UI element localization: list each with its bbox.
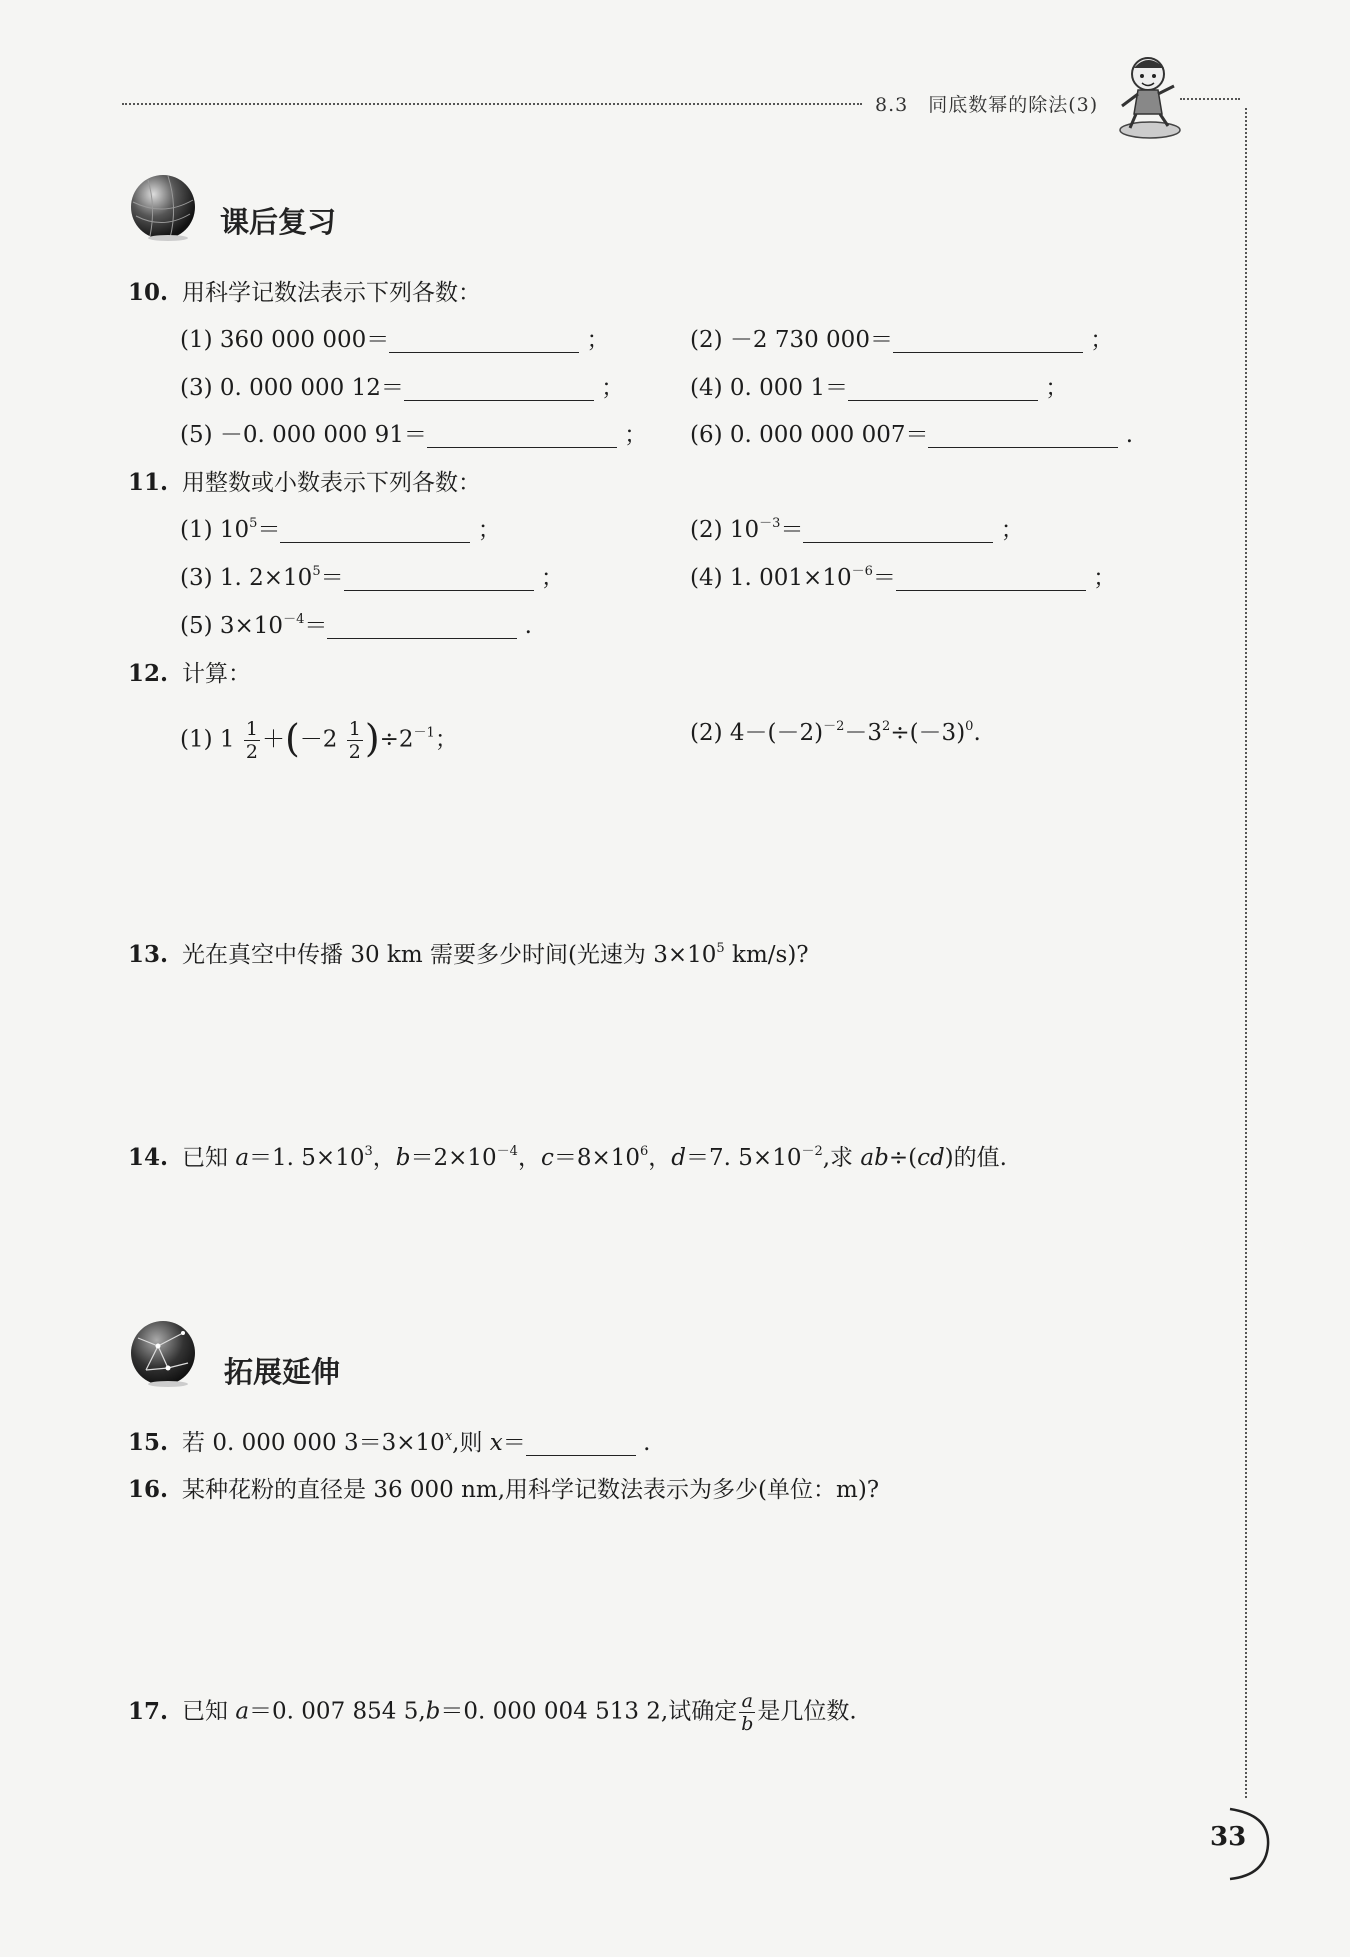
exponent: －2 (801, 1144, 823, 1159)
item-text: (3) 0. 000 000 12＝ (180, 375, 404, 401)
review-globe-icon (128, 172, 198, 242)
exponent: －4 (496, 1144, 518, 1159)
variable: cd (917, 1145, 945, 1171)
item-text: ＋ (261, 726, 285, 753)
question-text: ＝0. 000 004 513 2,试确定 (440, 1698, 738, 1725)
answer-blank[interactable] (896, 568, 1086, 591)
item-text: (2) 4－(－2) (690, 720, 824, 746)
item-text: (1) 10 (180, 517, 250, 543)
q10-item-3: (3) 0. 000 000 12＝ ； (180, 375, 625, 401)
answer-blank[interactable] (526, 1433, 636, 1456)
item-text: . (973, 720, 981, 746)
answer-blank[interactable] (389, 330, 579, 353)
q10-item-1: (1) 360 000 000＝ ； (180, 327, 610, 353)
item-text: －2 (299, 726, 338, 753)
variable: b (425, 1698, 441, 1725)
answer-blank[interactable] (928, 425, 1118, 448)
q11-item-1: (1) $10^5=$ ； (180, 516, 501, 543)
answer-blank[interactable] (280, 520, 470, 543)
question-text: 已知 (182, 1698, 236, 1725)
exponent: 5 (312, 564, 321, 579)
exponent: x (444, 1429, 453, 1444)
item-text: ＝ (780, 517, 804, 543)
item-text: (3) 1. 2×10 (180, 565, 313, 591)
question-number: 13. (128, 941, 169, 968)
question-text: )的值. (944, 1145, 1007, 1171)
variable: c (540, 1145, 554, 1171)
question-stem: 计算： (182, 661, 252, 687)
q10-item-5: (5) －0. 000 000 91＝ ； (180, 422, 648, 448)
exponent: －1 (413, 725, 435, 741)
exponent: －2 (823, 719, 845, 734)
question-text: ,则 (452, 1430, 490, 1456)
question-text: km/s)? (724, 942, 809, 968)
exponent: －6 (851, 564, 873, 579)
right-paren: ) (364, 716, 380, 761)
question-text: ＝2×10 (410, 1145, 497, 1171)
answer-blank[interactable] (404, 378, 594, 401)
variable: ab (860, 1145, 889, 1171)
item-text: ＝ (320, 565, 344, 591)
item-text: (2) －2 730 000＝ (690, 327, 893, 353)
question-stem: 用整数或小数表示下列各数： (182, 470, 482, 496)
item-text: (6) 0. 000 000 007＝ (690, 422, 929, 448)
fraction-one-half (347, 718, 363, 763)
item-text: ； (434, 726, 458, 753)
exponent: －4 (283, 612, 305, 627)
variable: d (671, 1145, 687, 1171)
denominator: 2 (245, 741, 258, 763)
item-text: (1) 1 (180, 726, 235, 753)
mascot-icon (1108, 52, 1192, 142)
exponent: 6 (640, 1144, 649, 1159)
question-number: 11. (128, 469, 169, 496)
variable: b (395, 1145, 411, 1171)
section-title-review: 课后复习 (220, 205, 337, 239)
answer-blank[interactable] (327, 616, 517, 639)
question-text: ÷( (888, 1145, 918, 1171)
question-text: 已知 (182, 1145, 236, 1171)
numerator: 1 (245, 718, 258, 740)
question-text: ＝8×10 (553, 1145, 641, 1171)
question-text: ＝0. 007 854 5, (249, 1698, 426, 1725)
q11-item-3: (3) 1. $2\times 10^5=$ ； (180, 564, 564, 591)
question-text: ＝ (502, 1430, 526, 1456)
variable: a (235, 1698, 250, 1725)
question-12 (128, 659, 251, 689)
exponent: 2 (882, 719, 891, 734)
numerator: a (739, 1690, 755, 1713)
q11-item-4: (4) 1. $001\times 10^{-6}=$ ； (690, 564, 1117, 591)
q12-item-2 (690, 718, 981, 748)
question-number: 14. (128, 1144, 169, 1171)
question-10 (128, 278, 481, 308)
q10-item-4: (4) 0. 000 1＝ ； (690, 375, 1069, 401)
exponent: －3 (759, 516, 781, 531)
q11-item-2: (2) $10^{-3}=$ ； (690, 516, 1024, 543)
q10-item-6: (6) 0. 000 000 007＝ . (690, 422, 1134, 448)
question-13 (128, 940, 809, 970)
question-14: 14. 已知 a＝1. $5\times 10^3$，$b=2\times 10^{-4}$，$c=8\times 10^6$，d＝7. $5\times 10^{-2}$,求 ab÷(cd)的值. (128, 1144, 1007, 1171)
exponent: 5 (716, 941, 725, 956)
right-margin-dotted-rule (1245, 108, 1247, 1798)
question-11 (128, 468, 481, 498)
item-text: (4) 1. 001×10 (690, 565, 852, 591)
question-text: ＝7. 5×10 (686, 1145, 802, 1171)
item-text: ＝ (257, 517, 281, 543)
item-text: (1) 360 000 000＝ (180, 327, 390, 353)
question-text: ＝1. 5×10 (249, 1145, 365, 1171)
item-text: (5) －0. 000 000 91＝ (180, 422, 427, 448)
item-text: ÷2 (379, 726, 414, 753)
chapter-header: 8.3 同底数幂的除法(3) (875, 94, 1099, 116)
question-number: 17. (128, 1697, 169, 1725)
question-number: 15. (128, 1429, 169, 1456)
question-16 (128, 1475, 879, 1505)
variable: x (489, 1430, 503, 1456)
fraction-one-half (244, 718, 260, 763)
variable: a (235, 1145, 250, 1171)
item-text: ＝ (304, 613, 328, 639)
exponent: 5 (249, 516, 258, 531)
question-text: ,求 (822, 1145, 861, 1171)
answer-blank[interactable] (803, 520, 993, 543)
question-text: 光在真空中传播 30 km 需要多少时间(光速为 3×10 (182, 942, 717, 968)
section-title-extension: 拓展延伸 (224, 1355, 341, 1389)
q12-item-1 (180, 718, 458, 763)
denominator: b (741, 1713, 754, 1735)
item-text: ＝ (872, 565, 896, 591)
exponent: 3 (364, 1144, 373, 1159)
extension-globe-icon (128, 1318, 198, 1388)
question-text: 某种花粉的直径是 36 000 nm,用科学记数法表示为多少(单位：m)? (182, 1477, 880, 1503)
answer-blank[interactable] (848, 378, 1038, 401)
left-paren: ( (284, 716, 300, 761)
question-number: 10. (128, 279, 169, 306)
item-text: (4) 0. 000 1＝ (690, 375, 848, 401)
q11-item-5: (5) $3\times 10^{-4}=$ . (180, 612, 532, 639)
question-number: 16. (128, 1476, 169, 1503)
question-number: 12. (128, 660, 169, 687)
question-stem: 用科学记数法表示下列各数： (182, 280, 482, 306)
question-15: 15. 若 0. 000 000 $3=3\times 10^x$,则 x＝ . (128, 1429, 651, 1456)
item-text: －3 (844, 720, 883, 746)
numerator: 1 (348, 718, 361, 740)
question-text: 是几位数. (757, 1698, 857, 1725)
page-number: 33 (1210, 1822, 1247, 1852)
item-text: ÷(－3) (890, 720, 966, 746)
question-text: 若 0. 000 000 3＝3×10 (182, 1430, 445, 1456)
fraction-a-over-b (739, 1690, 755, 1735)
q10-item-2: (2) －2 730 000＝ ； (690, 327, 1114, 353)
answer-blank[interactable] (893, 330, 1083, 353)
answer-blank[interactable] (427, 425, 617, 448)
item-text: (5) 3×10 (180, 613, 284, 639)
item-text: (2) 10 (690, 517, 760, 543)
exponent: 0 (965, 719, 974, 734)
question-17 (128, 1690, 857, 1735)
header-dotted-rule (122, 103, 862, 105)
answer-blank[interactable] (344, 568, 534, 591)
denominator: 2 (348, 741, 361, 763)
